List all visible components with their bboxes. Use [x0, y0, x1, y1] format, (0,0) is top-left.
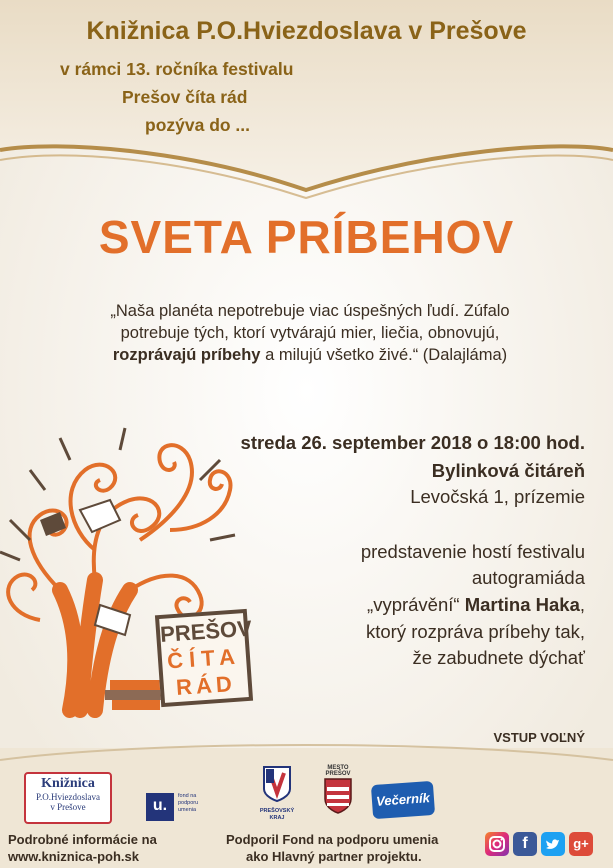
- library-logo-line: Knižnica: [41, 776, 95, 791]
- program-item: autogramiáda: [471, 567, 585, 588]
- quote-line: „Naša planéta nepotrebuje viac úspešných ľudí. Zúfalo: [110, 302, 510, 320]
- fond-logo: [146, 793, 216, 823]
- mesto-logo: [318, 765, 358, 823]
- event-venue: Bylinková čitáreň: [431, 460, 585, 481]
- program-item: [367, 594, 585, 616]
- intro-line: Prešov číta rád: [122, 87, 248, 107]
- library-logo: [24, 772, 112, 824]
- intro-line: pozýva do ...: [145, 115, 251, 135]
- event-address: Levočská 1, prízemie: [410, 486, 585, 507]
- program-comma: ,: [579, 594, 585, 615]
- entry-free: VSTUP VOĽNÝ: [493, 730, 585, 745]
- guest-name: Martina Haka: [464, 594, 580, 615]
- library-logo-line: v Prešove: [50, 802, 86, 812]
- kraj-shield-icon: [262, 765, 292, 803]
- info-label: Podrobné informácie na: [8, 832, 157, 847]
- main-title: SVETA PRÍBEHOV: [98, 211, 515, 263]
- event-datetime: streda 26. september 2018 o 18:00 hod.: [240, 432, 585, 453]
- sign-line: ČÍTA: [166, 643, 242, 674]
- city-coat-of-arms-icon: [323, 777, 353, 815]
- library-title: Knižnica P.O.Hviezdoslava v Prešove: [86, 17, 527, 45]
- kraj-logo-text: PREŠOVSKÝ KRAJ: [259, 808, 295, 821]
- festival-sign: [155, 609, 253, 707]
- google-plus-icon[interactable]: g+: [569, 832, 593, 856]
- program-quote: „vyprávění“: [367, 594, 465, 615]
- twitter-icon[interactable]: [541, 832, 565, 856]
- instagram-icon[interactable]: [485, 832, 509, 856]
- sign-line: PREŠOV: [159, 615, 253, 647]
- library-logo-line: P.O.Hviezdoslava: [36, 792, 100, 802]
- mesto-logo-text: MESTO: [327, 765, 349, 771]
- fond-logo-text: fond na podporu umenia: [178, 793, 199, 813]
- vecernik-logo: [371, 781, 435, 819]
- quote-line: potrebuje tých, ktorí vytvárajú mier, liečia, obnovujú,: [120, 324, 500, 342]
- quote-emphasis: rozprávajú príbehy: [112, 346, 261, 364]
- support-text: ako Hlavný partner projektu.: [246, 849, 422, 864]
- facebook-icon[interactable]: f: [513, 832, 537, 856]
- quote-line: [40, 344, 580, 366]
- program-item: ktorý rozpráva príbehy tak,: [365, 621, 585, 642]
- kraj-logo: [257, 765, 297, 821]
- intro-line: v rámci 13. ročníka festivalu: [60, 59, 294, 79]
- mesto-logo-text: PREŠOV: [325, 771, 351, 777]
- support-text: Podporil Fond na podporu umenia: [226, 832, 439, 847]
- book-stack-icon: [105, 680, 165, 710]
- sign-line: RÁD: [175, 670, 237, 700]
- program-item: že zabudnete dýchať: [412, 647, 585, 668]
- program-item: predstavenie hostí festivalu: [360, 541, 585, 562]
- website-link[interactable]: www.kniznica-poh.sk: [8, 849, 139, 864]
- vecernik-logo-text: Večerník: [375, 790, 431, 809]
- quote-rest: a milujú všetko živé.“ (Dalajláma): [260, 346, 508, 364]
- fond-logo-mark: u.: [146, 793, 174, 821]
- quote: [40, 300, 580, 366]
